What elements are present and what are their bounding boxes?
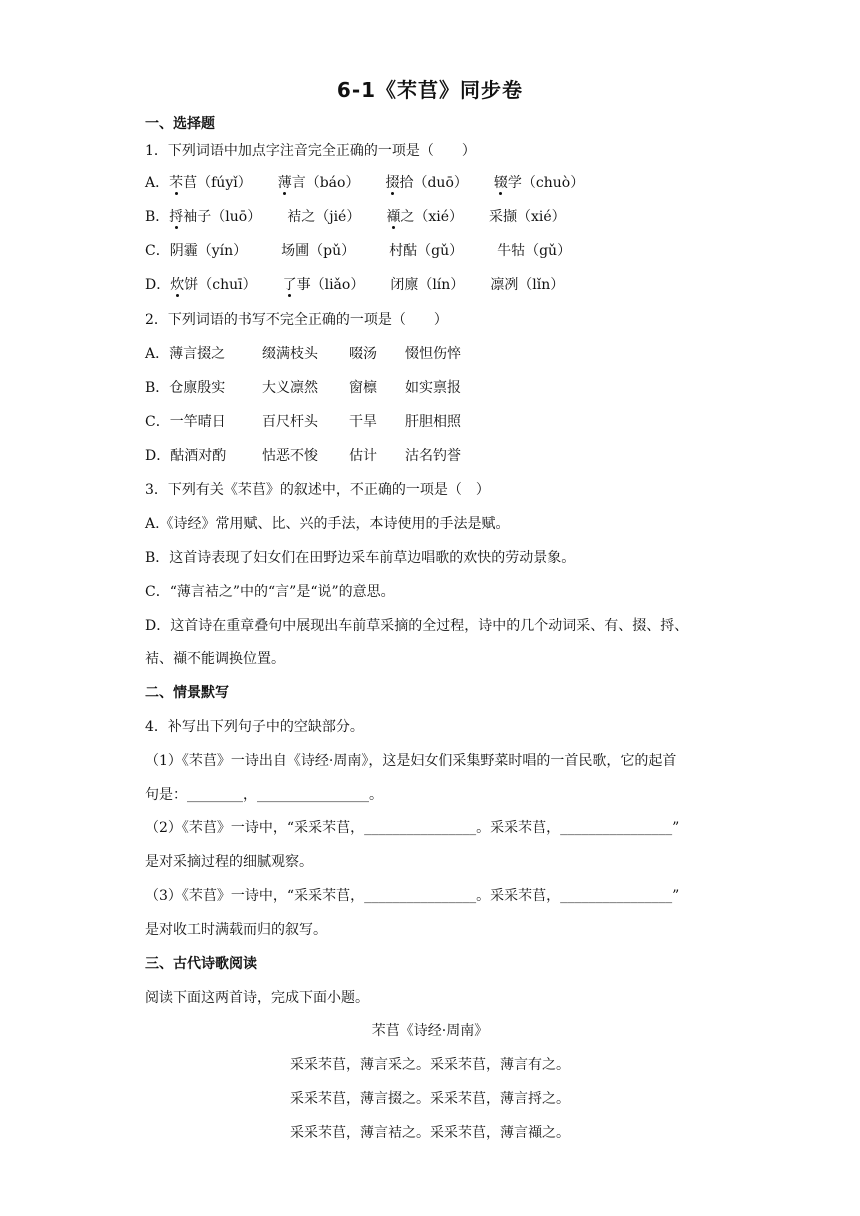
question-2-option-a: A．薄言掇之 缀满枝头 啜汤 惙怛伤悴 [145,346,461,362]
poem-title: 芣苢《诗经·周南》 [371,1023,489,1039]
question-4-stem: 4．补写出下列句子中的空缺部分。 [145,719,364,735]
question-1-option-b: B．捋袖子（luō） 袺之（jié） 襭之（xié） 采撷（xié） [145,209,566,225]
question-1-option-a: A．芣苢（fúyǐ） 薄言（báo） 掇拾（duō） 辍学（chuò） [145,175,585,191]
question-1-option-c: C．阴霾（yín） 场圃（pǔ） 村酤（gǔ） 牛牯（gǔ） [145,243,572,259]
poem-line-3: 采采芣苢，薄言袺之。采采芣苢，薄言襭之。 [290,1125,570,1141]
question-2-option-b: B．仓廪殷实 大义凛然 窗檩 如实禀报 [145,380,461,396]
question-4-part-2-cont: 是对采摘过程的细腻观察。 [145,854,313,870]
question-3-option-a: A.《诗经》常用赋、比、兴的手法，本诗使用的手法是赋。 [145,516,510,532]
reading-intro: 阅读下面这两首诗，完成下面小题。 [145,990,369,1006]
question-4-part-3-cont: 是对收工时满载而归的叙写。 [145,922,327,938]
question-3-option-c: C．“薄言袺之”中的“言”是“说”的意思。 [145,584,395,600]
question-1-option-d: D．炊饼（chuī） 了事（liǎo） 闭廪（lín） 凛冽（lǐn） [145,277,565,293]
section-heading-dictation: 二、情景默写 [145,685,229,701]
section-heading-poetry: 三、古代诗歌阅读 [145,956,257,972]
question-3-option-d-cont: 袺、襭不能调换位置。 [145,651,285,667]
page-title: 6-1《芣苢》同步卷 [336,78,524,102]
question-3-option-d: D．这首诗在重章叠句中展现出车前草采摘的全过程，诗中的几个动词采、有、掇、捋、 [145,618,689,634]
question-4-part-2: （2）《芣苢》一诗中，“采采芣苢，________________。采采芣苢，________________” [145,820,680,836]
poem-line-2: 采采芣苢，薄言掇之。采采芣苢，薄言捋之。 [290,1091,570,1107]
question-2-option-d: D．酤酒对酌 怙恶不悛 估计 沽名钓誉 [145,448,461,464]
question-2-option-c: C．一竿晴日 百尺杆头 干旱 肝胆相照 [145,414,461,430]
question-4-part-3: （3）《芣苢》一诗中，“采采芣苢，________________。采采芣苢，________________” [145,888,680,904]
question-4-part-1-blanks: 句是：________，________________。 [145,787,383,803]
question-3-stem: 3．下列有关《芣苢》的叙述中，不正确的一项是（ ） [145,482,490,498]
question-3-option-b: B．这首诗表现了妇女们在田野边采车前草边唱歌的欢快的劳动景象。 [145,550,576,566]
question-1-stem: 1．下列词语中加点字注音完全正确的一项是（ ） [145,143,476,159]
poem-line-1: 采采芣苢，薄言采之。采采芣苢，薄言有之。 [290,1057,570,1073]
question-2-stem: 2．下列词语的书写不完全正确的一项是（ ） [145,312,448,328]
section-heading-choice: 一、选择题 [145,116,215,132]
question-4-part-1: （1）《芣苢》一诗出自《诗经·周南》，这是妇女们采集野菜时唱的一首民歌，它的起首 [145,753,677,769]
